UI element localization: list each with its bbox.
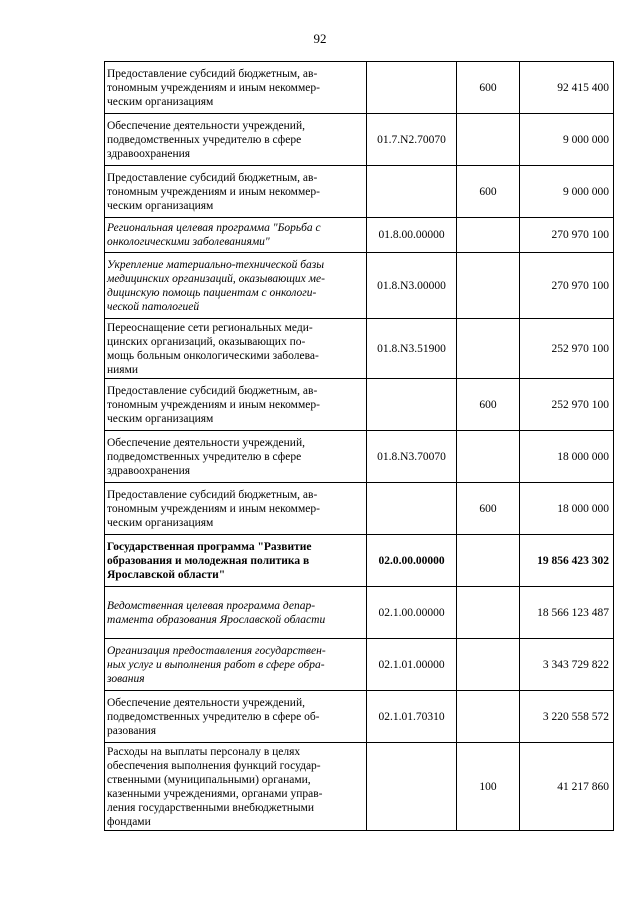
description-line: ления государственными внебюджетными [107,801,315,814]
description-line: Предоставление субсидий бюджетным, ав- [107,67,318,80]
row-target-code: 02.1.01.70310 [367,691,457,743]
row-description [105,535,367,587]
description-line: тономным учреждениям и иным некоммер- [107,81,320,94]
row-amount: 252 970 100 [520,319,614,379]
row-target-code: 01.8.N3.70070 [367,431,457,483]
table-row [105,639,614,691]
description-line: Ведомственная целевая программа депар- [107,599,316,612]
row-description [105,743,367,831]
description-line: тамента образования Ярославской области [107,613,326,626]
row-target-code [367,743,457,831]
row-expense-type [457,691,520,743]
row-expense-type [457,431,520,483]
description-line: дицинскую помощь пациентам с онкологи- [107,286,317,299]
table-row [105,114,614,166]
row-description [105,639,367,691]
row-expense-type: 100 [457,743,520,831]
table-row [105,691,614,743]
page-number: 92 [313,31,327,46]
description-line: Обеспечение деятельности учреждений, [107,696,305,709]
description-line: Предоставление субсидий бюджетным, ав- [107,171,318,184]
row-amount: 18 000 000 [520,483,614,535]
description-line: Региональная целевая программа "Борьба с [107,222,321,234]
description-line: ных услуг и выполнения работ в сфере обра- [107,658,325,671]
row-expense-type: 600 [457,483,520,535]
row-target-code: 01.7.N2.70070 [367,114,457,166]
description-line: Расходы на выплаты персоналу в целях [107,745,301,758]
table-row [105,379,614,431]
row-expense-type [457,218,520,253]
description-line: тономным учреждениям и иным некоммер- [107,398,320,411]
description-line: Государственная программа "Развитие [107,540,312,553]
row-description [105,379,367,431]
description-line: фондами [107,815,151,828]
row-description [105,62,367,114]
row-amount: 3 220 558 572 [520,691,614,743]
description-line: тономным учреждениям и иным некоммер- [107,502,320,515]
row-amount: 3 343 729 822 [520,639,614,691]
row-target-code [367,379,457,431]
row-expense-type: 600 [457,166,520,218]
row-target-code [367,62,457,114]
row-expense-type [457,253,520,319]
row-description [105,691,367,743]
description-line: зования [107,672,145,685]
row-description [105,483,367,535]
row-target-code: 02.0.00.00000 [367,535,457,587]
description-line: здравоохранения [107,147,191,160]
row-description [105,319,367,379]
description-line: подведомственных учредителю в сфере об- [107,710,320,723]
description-line: ческим организациям [107,412,214,425]
description-line: казенными учреждениями, органами управ- [107,787,323,800]
description-line: тономным учреждениям и иным некоммер- [107,185,320,198]
description-line: Ярославской области" [107,568,226,581]
description-line: ческой патологией [107,300,200,313]
budget-table-body [105,62,614,831]
table-row [105,743,614,831]
description-line: обеспечения выполнения функций государ- [107,759,321,772]
row-amount: 9 000 000 [520,166,614,218]
description-line: подведомственных учредителю в сфере [107,133,302,146]
row-expense-type [457,535,520,587]
row-amount: 270 970 100 [520,218,614,253]
description-line: мощь больным онкологическими заболева- [107,349,319,362]
description-line: Организация предоставления государствен- [107,644,326,657]
row-target-code [367,483,457,535]
table-row [105,535,614,587]
budget-table [104,61,614,831]
description-line: ческим организациям [107,199,214,212]
row-expense-type: 600 [457,379,520,431]
table-row [105,166,614,218]
row-target-code [367,166,457,218]
row-amount: 9 000 000 [520,114,614,166]
description-line: цинских организаций, оказывающих по- [107,335,306,348]
description-line: Укрепление материально-технической базы [107,258,325,271]
row-expense-type [457,587,520,639]
row-target-code: 01.8.N3.51900 [367,319,457,379]
row-description [105,587,367,639]
row-amount: 41 217 860 [520,743,614,831]
description-line: Предоставление субсидий бюджетным, ав- [107,384,318,397]
row-description [105,431,367,483]
table-row [105,483,614,535]
description-line: образования и молодежная политика в [107,554,310,567]
row-amount: 252 970 100 [520,379,614,431]
table-row [105,62,614,114]
description-line: медицинских организаций, оказывающих ме- [107,272,325,285]
row-description [105,218,367,253]
description-line: Переоснащение сети региональных меди- [107,321,313,334]
description-line: подведомственных учредителю в сфере [107,450,302,463]
row-description [105,166,367,218]
description-line: Обеспечение деятельности учреждений, [107,119,305,132]
table-row [105,218,614,253]
description-line: ческим организациям [107,95,214,108]
row-expense-type [457,639,520,691]
row-amount: 19 856 423 302 [520,535,614,587]
row-expense-type [457,319,520,379]
description-line: ческим организациям [107,516,214,529]
row-target-code: 01.8.N3.00000 [367,253,457,319]
row-amount: 92 415 400 [520,62,614,114]
row-expense-type: 600 [457,62,520,114]
table-row [105,253,614,319]
row-target-code: 02.1.00.00000 [367,587,457,639]
row-target-code: 01.8.00.00000 [367,218,457,253]
row-target-code: 02.1.01.00000 [367,639,457,691]
description-line: здравоохранения [107,464,191,477]
description-line: онкологическими заболеваниями" [107,236,270,248]
description-line: ниями [107,363,139,376]
row-description [105,114,367,166]
row-amount: 18 566 123 487 [520,587,614,639]
row-description [105,253,367,319]
row-expense-type [457,114,520,166]
description-line: разования [107,724,157,737]
row-amount: 270 970 100 [520,253,614,319]
description-line: Предоставление субсидий бюджетным, ав- [107,488,318,501]
row-amount: 18 000 000 [520,431,614,483]
description-line: Обеспечение деятельности учреждений, [107,436,305,449]
table-row [105,587,614,639]
description-line: ственными (муниципальными) органами, [107,773,311,786]
table-row [105,431,614,483]
table-row [105,319,614,379]
